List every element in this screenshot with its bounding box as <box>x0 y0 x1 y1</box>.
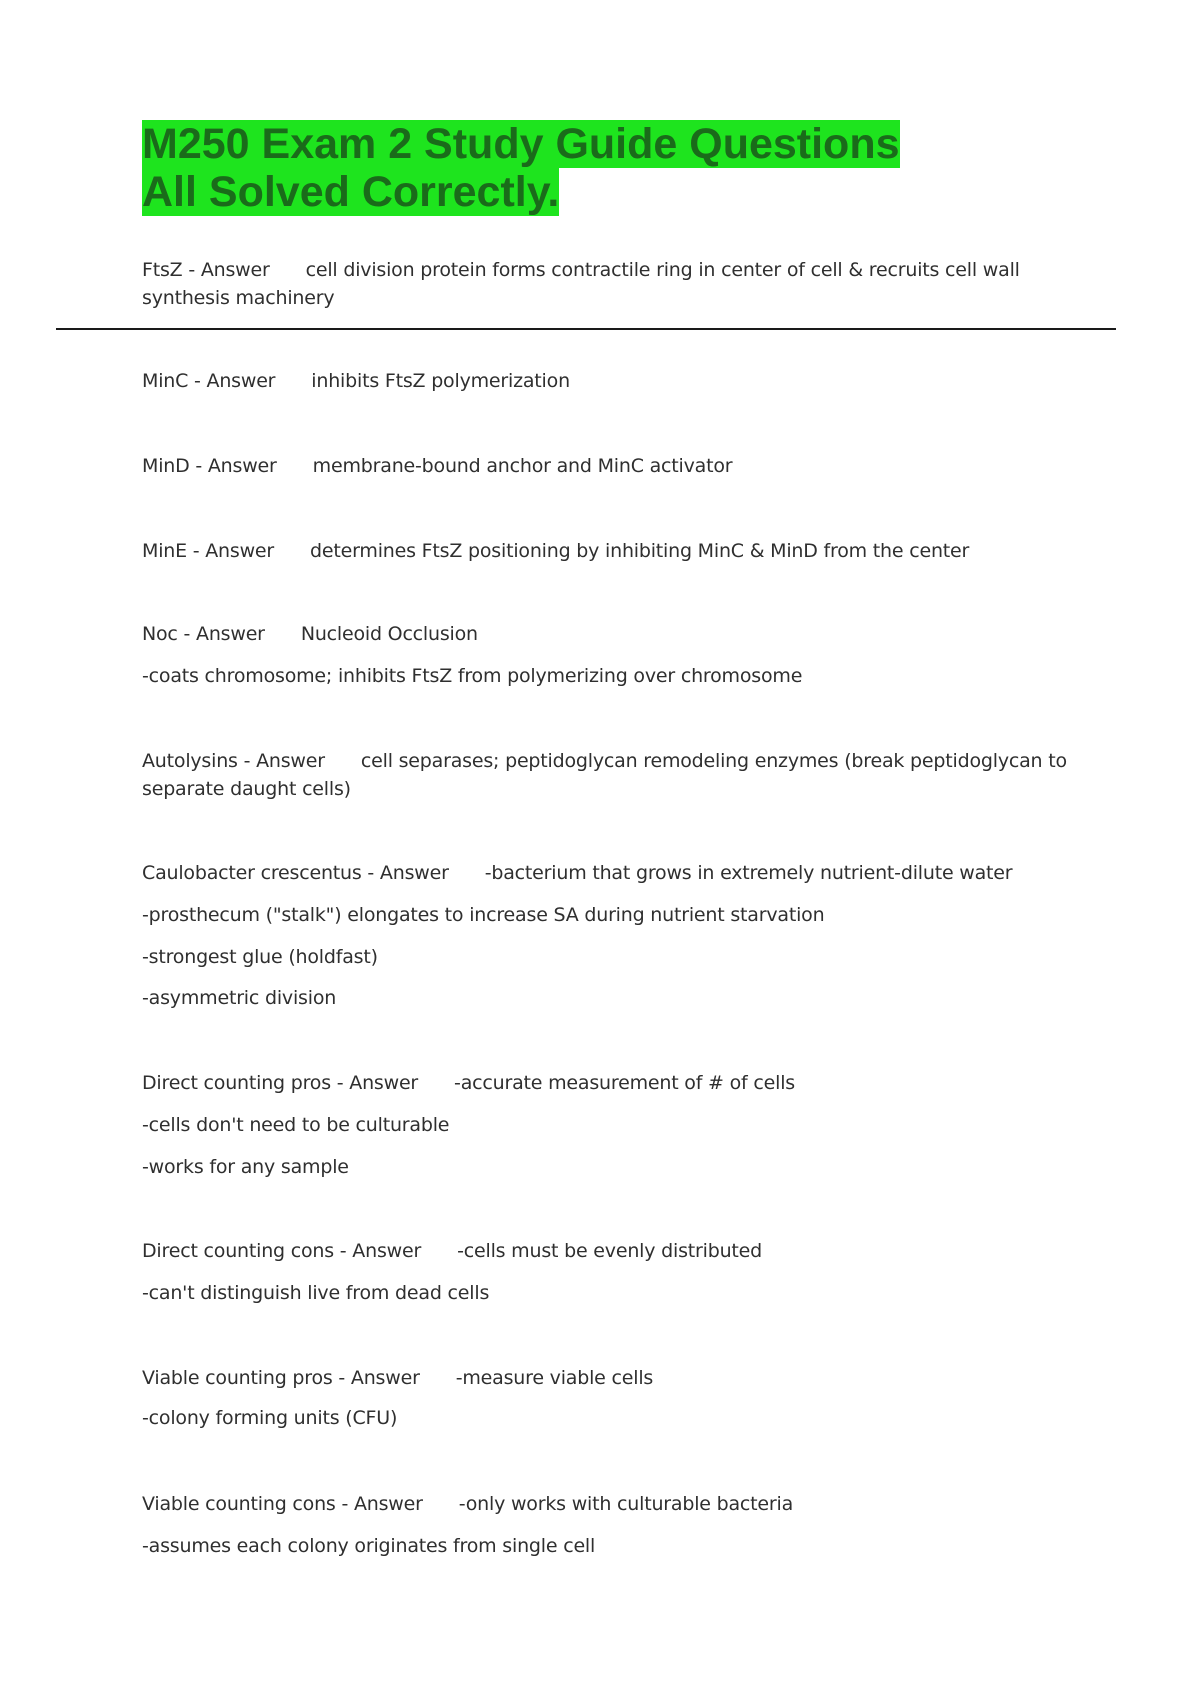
qa-answer-line: -strongest glue (holdfast) <box>142 946 378 968</box>
qa-line <box>142 256 1067 312</box>
qa-entry-mind <box>142 452 1067 480</box>
qa-entry-mine <box>142 537 1067 565</box>
qa-term: FtsZ - Answer <box>142 259 270 281</box>
qa-answer: cell separases; peptidoglycan remodeling enzymes (break peptidoglycan to separate daught cells) <box>142 750 1067 800</box>
qa-line <box>142 620 1067 648</box>
qa-term: Autolysins - Answer <box>142 750 325 772</box>
qa-entry-minc <box>142 367 1067 395</box>
qa-term: MinD - Answer <box>142 455 277 477</box>
qa-entry-noc <box>142 620 1067 690</box>
qa-entry-direct-pros <box>142 1069 1067 1181</box>
qa-term: Viable counting pros - Answer <box>142 1367 420 1389</box>
qa-term: MinE - Answer <box>142 540 275 562</box>
qa-line <box>142 859 1067 887</box>
qa-answer: -cells must be evenly distributed <box>457 1240 763 1262</box>
qa-answer-line: -prosthecum ("stalk") elongates to increase SA during nutrient starvation <box>142 904 825 926</box>
qa-answer-line: -colony forming units (CFU) <box>142 1407 398 1429</box>
page-title <box>142 120 1042 216</box>
qa-answer: determines FtsZ positioning by inhibiting MinC & MinD from the center <box>310 540 970 562</box>
qa-line <box>142 747 1067 803</box>
qa-term: MinC - Answer <box>142 370 276 392</box>
qa-answer: -bacterium that grows in extremely nutrient-dilute water <box>484 862 1013 884</box>
qa-line <box>142 537 1067 565</box>
qa-entry-autolysins <box>142 747 1067 803</box>
qa-answer: -measure viable cells <box>455 1367 654 1389</box>
qa-line <box>142 1069 1067 1097</box>
qa-line <box>142 367 1067 395</box>
qa-term: Caulobacter crescentus - Answer <box>142 862 449 884</box>
qa-term: Viable counting cons - Answer <box>142 1493 423 1515</box>
qa-answer-line: -coats chromosome; inhibits FtsZ from polymerizing over chromosome <box>142 665 803 687</box>
title-line-2: All Solved Correctly. <box>142 168 560 216</box>
qa-term: Direct counting cons - Answer <box>142 1240 422 1262</box>
qa-line <box>142 1364 1067 1392</box>
qa-entry-viable-cons <box>142 1490 1067 1560</box>
qa-term: Direct counting pros - Answer <box>142 1072 419 1094</box>
qa-entry-direct-cons <box>142 1237 1067 1307</box>
title-line-1: M250 Exam 2 Study Guide Questions <box>142 120 900 168</box>
qa-answer: -only works with culturable bacteria <box>458 1493 794 1515</box>
qa-entry-viable-pros <box>142 1364 1067 1432</box>
horizontal-divider <box>56 328 1116 330</box>
qa-answer-line: -works for any sample <box>142 1156 349 1178</box>
qa-answer: inhibits FtsZ polymerization <box>311 370 570 392</box>
qa-answer-line: -asymmetric division <box>142 987 337 1009</box>
qa-entry-ftsz <box>142 256 1067 312</box>
qa-answer: membrane-bound anchor and MinC activator <box>312 455 733 477</box>
qa-term: Noc - Answer <box>142 623 265 645</box>
qa-answer-line: -cells don't need to be culturable <box>142 1114 450 1136</box>
qa-answer-line: -assumes each colony originates from single cell <box>142 1535 596 1557</box>
qa-answer: -accurate measurement of # of cells <box>454 1072 795 1094</box>
qa-answer: cell division protein forms contractile ring in center of cell & recruits cell wall synthesis machinery <box>142 259 1020 309</box>
qa-line <box>142 1237 1067 1265</box>
qa-line <box>142 452 1067 480</box>
qa-answer-line: -can't distinguish live from dead cells <box>142 1282 490 1304</box>
qa-entry-caulobacter <box>142 859 1067 1012</box>
qa-line <box>142 1490 1067 1518</box>
qa-answer: Nucleoid Occlusion <box>300 623 478 645</box>
